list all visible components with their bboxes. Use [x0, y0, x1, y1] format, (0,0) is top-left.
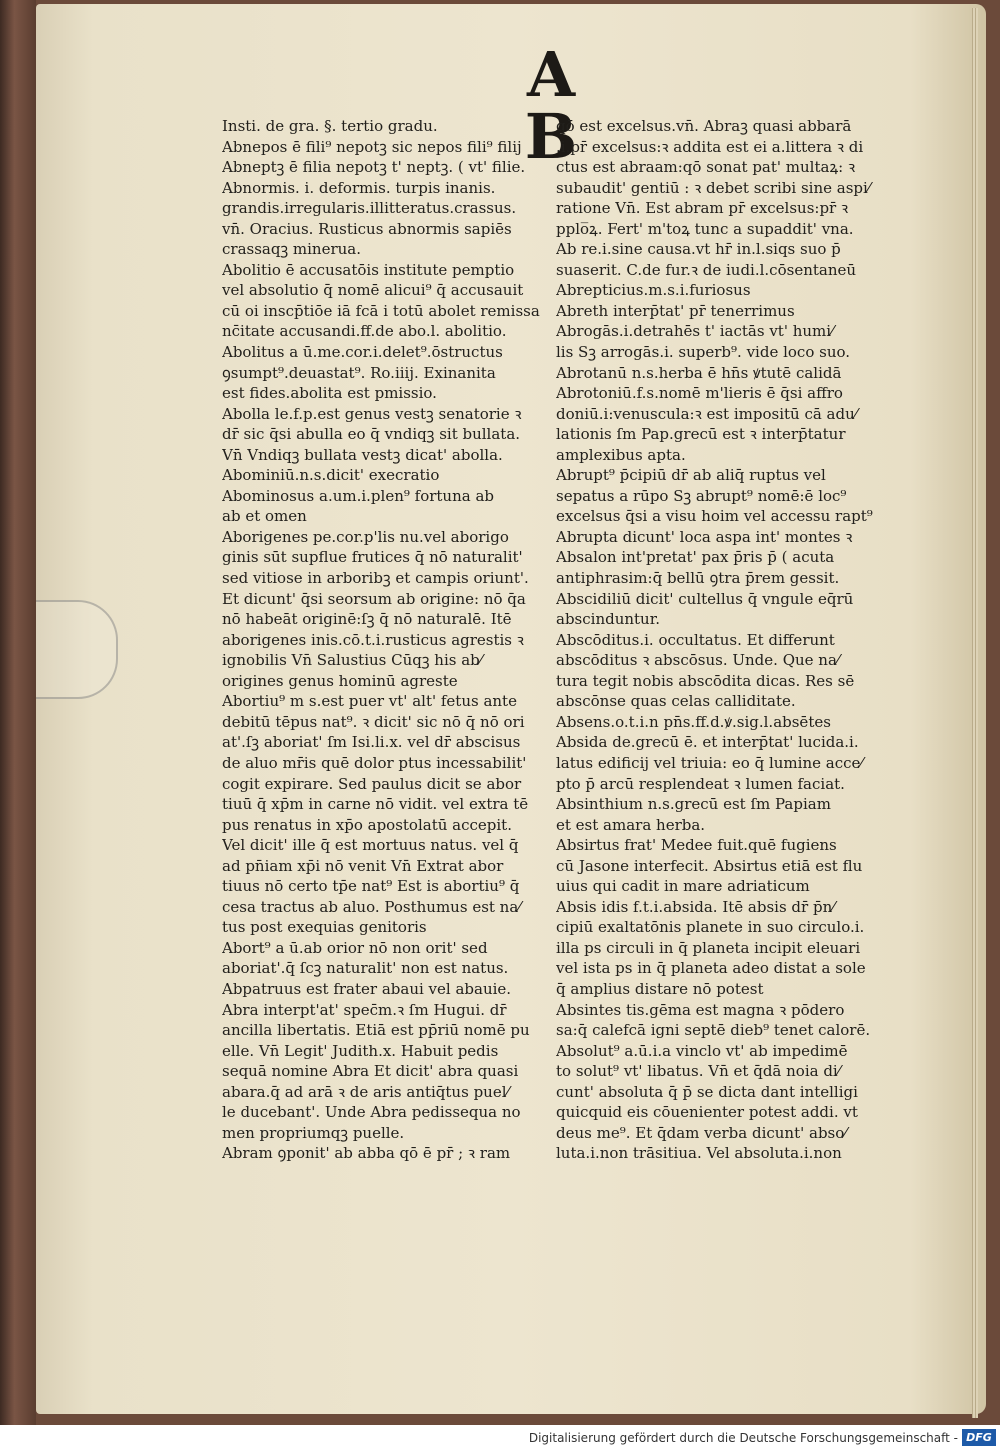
text-line: deus me⁹. Et q̄dam verba dicunt' abso⁄ — [556, 1123, 847, 1142]
text-line: q̄ amplius distare nō potest — [556, 979, 764, 998]
left-text-column — [222, 116, 552, 1164]
text-line: abara.q̄ ad arā ꝛ de aris antiq̄tus puel⁄ — [222, 1082, 510, 1101]
page-clip — [36, 600, 118, 699]
text-line: illa ps circuli in q̄ planeta incipit eleuari — [556, 938, 861, 957]
text-line: excelsus q̄si a visu hoim vel accessu rapt⁹ — [556, 507, 873, 526]
text-line: sequā nomine Abra Et dicit' abra quasi — [222, 1062, 519, 1081]
digitization-credit: Digitalisierung gefördert durch die Deutsche Forschungsgemeinschaft - — [528, 1431, 958, 1445]
book-binding — [0, 0, 36, 1425]
text-line: Abolla le.f.p.est genus vestꝫ senatorie ꝛ — [222, 404, 522, 423]
text-line: aborigenes inis.cō.t.i.rusticus agrestis ꝛ — [222, 630, 524, 649]
text-line: men propriumqꝫ puelle. — [222, 1123, 405, 1142]
text-line: Abrupt⁹ p̄cipiū dr̄ ab aliq̄ ruptus vel — [556, 466, 826, 485]
text-line: tiuus nō certo tp̄e nat⁹ Est is abortiu⁹ q̄ — [222, 877, 520, 896]
text-line: abscinduntur. — [556, 610, 661, 629]
page-heading: A B — [524, 38, 596, 173]
text-line: abscōnse quas celas calliditate. — [556, 692, 796, 711]
text-line: Absintes tis.gēma est magna ꝛ pōdero — [556, 1000, 845, 1019]
text-line: est fides.abolita est pmissio. — [222, 384, 437, 403]
text-line: at'.ſꝫ aboriat' ſm Isi.li.x. vel dr̄ abscisus — [222, 733, 521, 752]
text-line: Insti. de gra. §. tertio gradu. — [222, 117, 438, 135]
text-line: Abortiu⁹ m s.est puer vt' alt' fetus ante — [222, 692, 517, 711]
text-line: Absalon int'pretat' pax p̄ris p̄ ( acuta — [556, 548, 835, 567]
text-line: vel absolutio q̄ nomē alicui⁹ q̄ accusauit — [222, 281, 524, 300]
right-text-column — [556, 116, 886, 1164]
text-line: ignobilis Vn̄ Salustius Cūqꝫ his ab⁄ — [222, 651, 483, 670]
footer-bar — [0, 1425, 1000, 1452]
text-line: latus edificij vel triuia: eo q̄ lumine acce⁄ — [556, 753, 863, 772]
text-line: abscōditus ꝛ abscōsus. Unde. Que na⁄ — [556, 651, 840, 670]
text-line: Abrupta dicunt' loca aspa int' montes ꝛ — [556, 527, 853, 546]
text-line: Abrotanū n.s.herba ē hn̄s ꝟtutē calidā — [556, 363, 842, 382]
text-line: Et dicunt' q̄si seorsum ab origine: nō q̄a — [222, 589, 526, 608]
text-line: cipiū exaltatōnis planete in suo circulo.i. — [556, 918, 865, 937]
text-line: Abrotoniū.f.s.nomē m'lieris ē q̄si affro — [556, 384, 843, 403]
page-edges — [972, 8, 978, 1418]
text-line: cū Jasone interfecit. Absirtus etiā est flu — [556, 856, 863, 875]
text-line: pus renatus in xp̄o apostolatū accepit. — [222, 815, 512, 834]
text-line: cū oi inscp̄tiōe iā fcā i totū abolet remissa — [222, 301, 540, 320]
text-line: sed vitiose in arboribꝫ et campis oriunt'. — [222, 569, 529, 588]
text-line: Abram ꝯponit' ab abba qō ē pr̄ ; ꝛ ram — [222, 1144, 511, 1163]
text-line: Abneptꝫ ē filia nepotꝫ t' neptꝫ. ( vt' filie. — [222, 158, 526, 177]
text-line: to solut⁹ vt' libatus. Vn̄ et q̄dā noia di⁄ — [556, 1062, 841, 1081]
text-line: tus post exequias genitoris — [222, 918, 427, 937]
text-line: origines genus hominū agreste — [222, 671, 458, 690]
text-line: cunt' absoluta q̄ p̄ se dicta dant intelligi — [556, 1082, 858, 1101]
dfg-logo: DFG — [962, 1429, 996, 1446]
text-line: Absinthium n.s.grecū est ſm Papiam — [556, 795, 831, 814]
text-line: lationis ſm Pap.grecū est ꝛ interp̄tatur — [556, 425, 846, 444]
text-line: sepatus a rūpo Sꝫ abrupt⁹ nomē:ē loc⁹ — [556, 486, 847, 505]
text-line: ad pn̄iam xp̄i nō venit Vn̄ Extrat abor — [222, 856, 504, 875]
text-line: antiphrasim:q̄ bellū ꝯtra p̄rem gessit. — [556, 569, 840, 588]
text-line: Ab re.i.sine causa.vt hr̄ in.l.siqs suo p̄ — [556, 240, 841, 259]
text-line: vel ista ps in q̄ planeta adeo distat a sole — [556, 959, 866, 978]
text-line: lis Sꝫ arrogās.i. superb⁹. vide loco suo. — [556, 343, 851, 362]
text-line: Abnepos ē fili⁹ nepotꝫ sic nepos fili⁹ filij — [222, 137, 522, 156]
text-line: tiuū q̄ xp̄m in carne nō vidit. vel extra tē — [222, 795, 529, 814]
text-line: Abort⁹ a ū.ab orior nō non orit' sed — [222, 938, 488, 957]
text-line: de aluo mr̄is quē dolor ptus incessabilit' — [222, 753, 527, 772]
text-line: ancilla libertatis. Etiā est pp̄riū nomē pu — [222, 1021, 530, 1040]
text-line: Abrogās.i.detrahēs t' iactās vt' humi⁄ — [556, 322, 834, 341]
text-line: nc̄itate accusandi.ff.de abo.l. abolitio. — [222, 322, 507, 341]
text-line: Abpatruus est frater abaui vel abauie. — [222, 979, 512, 998]
text-line: Abolitus a ū.me.cor.i.delet⁹.ōstructus — [222, 343, 503, 362]
text-line: ab et omen — [222, 507, 307, 526]
text-line: tura tegit nobis abscōdita dicas. Res sē — [556, 671, 855, 690]
text-line: ratione Vn̄. Est abram pr̄ excelsus:pr̄ ꝛ — [556, 199, 849, 218]
text-line: pto p̄ arcū resplendeat ꝛ lumen faciat. — [556, 774, 845, 793]
text-line: pplo̅ꝝ. Fert' m'toꝝ tunc a supaddit' vna. — [556, 219, 854, 238]
text-line: amplexibus apta. — [556, 445, 686, 464]
text-line: Absis idis f.t.i.absida. Itē absis dr̄ p̄n⁄ — [556, 897, 835, 916]
text-line: Abra interpt'at' spec̄m.ꝛ ſm Hugui. dr̄ — [222, 1000, 507, 1019]
text-line: Vn̄ Vndiqꝫ bullata vestꝫ dicat' abolla. — [222, 445, 503, 464]
text-line: Aborigenes pe.cor.p'lis nu.vel aborigo — [222, 527, 509, 546]
text-line: Abnormis. i. deformis. turpis inanis. — [222, 178, 496, 197]
text-line: cesa tractus ab aluo. Posthumus est na⁄ — [222, 897, 521, 916]
text-line: Abominosus a.um.i.plen⁹ fortuna ab — [222, 486, 495, 505]
text-line: vn̄. Oracius. Rusticus abnormis sapiēs — [222, 219, 512, 238]
text-line: subaudit' gentiū : ꝛ debet scribi sine aspi⁄ — [556, 178, 871, 197]
text-line: ctus est abraam:qō sonat pat' multaꝝ: ꝛ — [556, 158, 856, 177]
text-line: grandis.irregularis.illitteratus.crassus. — [222, 199, 517, 218]
text-line: uius qui cadit in mare adriaticum — [556, 877, 810, 896]
text-line: Abominiū.n.s.dicit' execratio — [222, 466, 440, 485]
text-line: luta.i.non trāsitiua. Vel absoluta.i.non — [556, 1144, 842, 1163]
text-line: elle. Vn̄ Legit' Judith.x. Habuit pedis — [222, 1041, 499, 1060]
text-line: qō est excelsus.vn̄. Abraꝫ quasi abbarā — [556, 117, 852, 135]
text-line: crassaqꝫ minerua. — [222, 240, 361, 259]
text-line: sa:q̄ calefcā igni septē dieb⁹ tenet calorē. — [556, 1021, 871, 1040]
text-line: ꝯsumpt⁹.deuastat⁹. Ro.iiij. Exinanita — [222, 363, 496, 382]
text-line: Absida de.grecū ē. et interp̄tat' lucida.i. — [556, 733, 859, 752]
text-line: Abscōditus.i. occultatus. Et differunt — [556, 630, 835, 649]
text-line: quicquid eis cōuenienter potest addi. vt — [556, 1103, 858, 1122]
text-line: le ducebant'. Unde Abra pedissequa no — [222, 1103, 521, 1122]
text-line: Abscidiliū dicit' cultellus q̄ vngule eq̄rū — [556, 589, 854, 608]
text-line: suaserit. C.de fur.ꝛ de iudi.l.cōsentaneū — [556, 260, 857, 279]
text-line: debitū tēpus nat⁹. ꝛ dicit' sic nō q̄ nō ori — [222, 712, 525, 731]
text-line: Absolut⁹ a.ū.i.a vinclo vt' ab impedimē — [556, 1041, 848, 1060]
text-line: et est amara herba. — [556, 815, 706, 834]
text-line: Abrepticius.m.s.i.furiosus — [556, 281, 751, 300]
text-line: doniū.i:venuscula:ꝛ est impositū cā adu⁄ — [556, 404, 858, 423]
text-line: Abolitio ē accusatōis institute pemptio — [222, 260, 515, 279]
text-line: ginis sūt supflue frutices q̄ nō naturalit' — [222, 548, 523, 567]
text-line: aboriat'.q̄ ſcꝫ naturalit' non est natus. — [222, 959, 509, 978]
text-line: .i.pr̄ excelsus:ꝛ addita est ei a.littera ꝛ di — [556, 137, 864, 156]
text-line: dr̄ sic q̄si abulla eo q̄ vndiqꝫ sit bullata. — [222, 425, 521, 444]
text-line: cogit expirare. Sed paulus dicit se abor — [222, 774, 522, 793]
text-line: Vel dicit' ille q̄ est mortuus natus. vel q̄ — [222, 836, 519, 855]
text-line: nō habeāt originē:ſꝫ q̄ nō naturalē. Itē — [222, 610, 512, 629]
text-line: Absens.o.t.i.n pn̄s.ff.d.ꝟ.sig.l.absētes — [556, 712, 831, 731]
text-line: Abreth interp̄tat' pr̄ tenerrimus — [556, 301, 795, 320]
text-line: Absirtus frat' Medee fuit.quē fugiens — [556, 836, 837, 855]
